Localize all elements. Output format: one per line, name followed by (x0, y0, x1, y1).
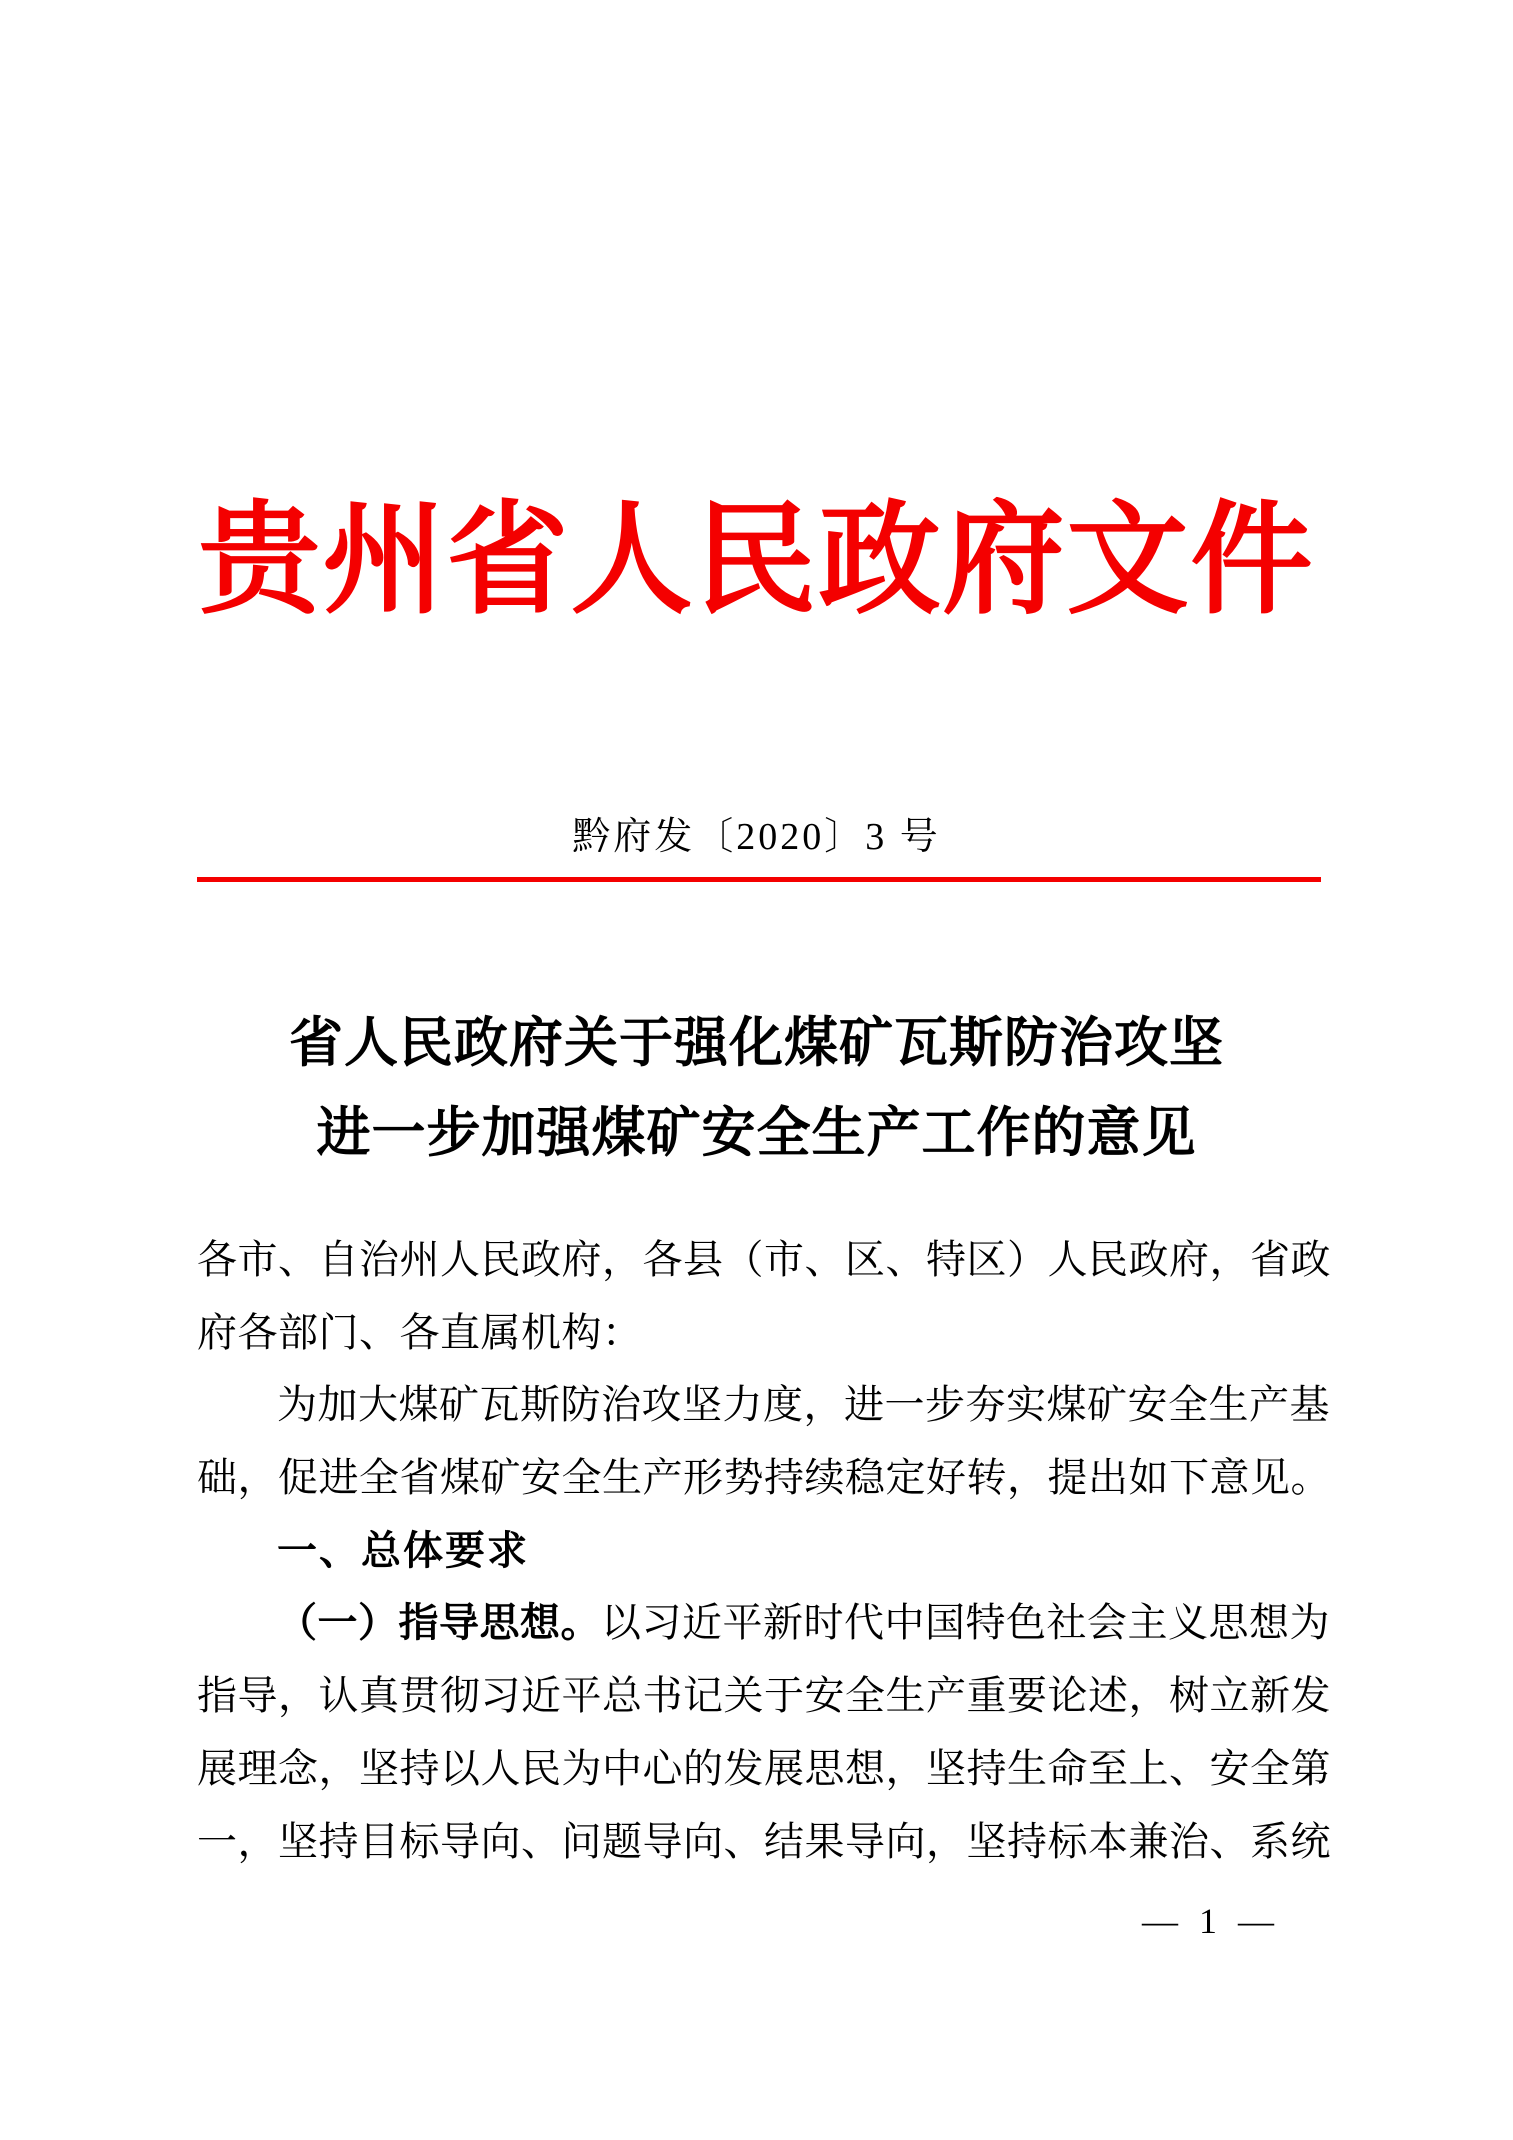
document-title-line-2: 进一步加强煤矿安全生产工作的意见 (316, 1103, 1197, 1163)
document-title (0, 998, 1513, 1178)
salutation-line-2: 府各部门、各直属机构： (197, 1309, 643, 1355)
red-divider-rule (197, 877, 1321, 882)
page-number: — 1 — (1142, 1901, 1280, 1941)
document-body (197, 1224, 1331, 1878)
guiding-paragraph-line-1 (197, 1587, 1330, 1660)
red-header-banner: 贵州省人民政府文件 (198, 494, 1315, 629)
salutation-line-1: 各市、自治州人民政府，各县（市、区、特区）人民政府，省政 (197, 1237, 1331, 1282)
document-title-line-1: 省人民政府关于强化煤矿瓦斯防治攻坚 (289, 1013, 1224, 1073)
guiding-paragraph-line-2: 指导，认真贯彻习近平总书记关于安全生产重要论述，树立新发 (197, 1673, 1331, 1719)
guiding-paragraph-line-1-rest: 以习近平新时代中国特色社会主义思想为 (601, 1600, 1330, 1646)
section-heading-1: 一、总体要求 (277, 1528, 529, 1573)
intro-paragraph-line-2: 础，促进全省煤矿安全生产形势持续稳定好转，提出如下意见。 (197, 1455, 1331, 1501)
guiding-paragraph-line-4: 一，坚持目标导向、问题导向、结果导向，坚持标本兼治、系统 (197, 1818, 1331, 1864)
document-number: 黔府发〔2020〕3 号 (572, 816, 941, 858)
guiding-thought-lead: （一）指导思想。 (277, 1600, 601, 1646)
guiding-paragraph-line-3: 展理念，坚持以人民为中心的发展思想，坚持生命至上、安全第 (197, 1745, 1331, 1791)
intro-paragraph-line-1: 为加大煤矿瓦斯防治攻坚力度，进一步夯实煤矿安全生产基 (277, 1382, 1330, 1428)
